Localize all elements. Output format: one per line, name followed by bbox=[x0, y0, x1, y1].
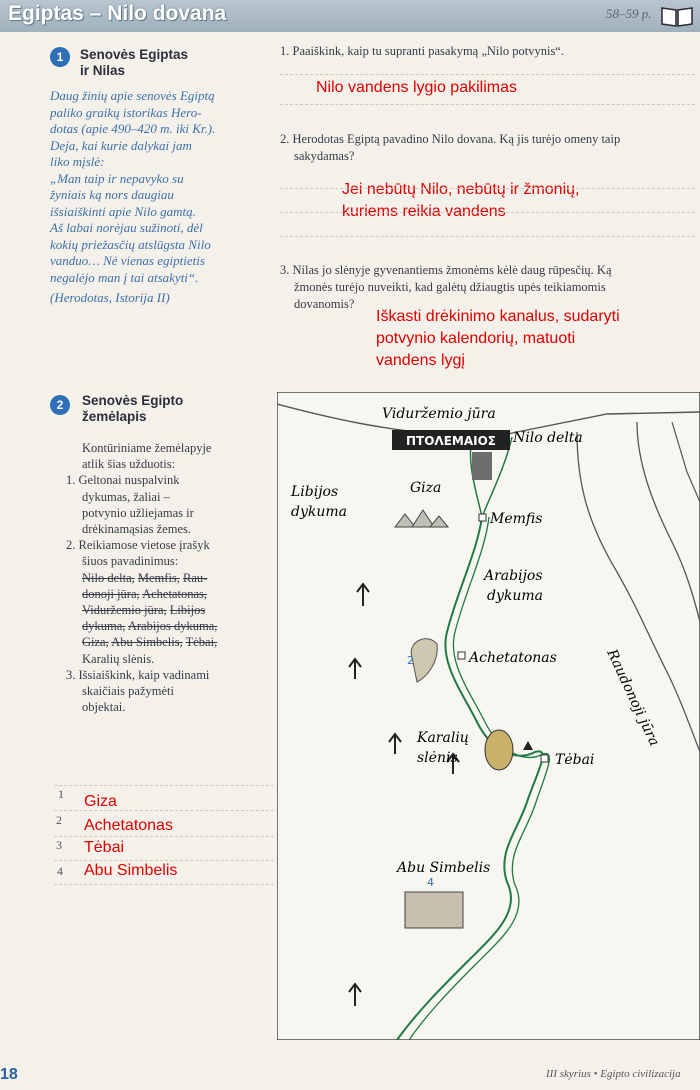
place-names-line-4: dykuma, Arabijos dykuma, bbox=[82, 619, 218, 634]
label-raudonoji-jura: Raudonoji jūra bbox=[603, 646, 663, 749]
section-2-number: 2 bbox=[50, 395, 70, 415]
label-libijos-dykuma: dykuma bbox=[291, 504, 347, 520]
answer-2: Jei nebūtų Nilo, nebūtų ir žmonių, kuriems reikia vandens bbox=[342, 181, 580, 220]
page-number: 18 bbox=[0, 1066, 18, 1083]
page-title: Egiptas – Nilo dovana bbox=[8, 2, 227, 25]
section-1-title: Senovės Egiptas ir Nilas bbox=[80, 47, 189, 78]
quote-source: (Herodotas, Istorija II) bbox=[50, 290, 170, 305]
city-marker-tebai bbox=[541, 755, 548, 762]
answer-number: 1 bbox=[58, 787, 64, 801]
city-marker-memfis bbox=[479, 514, 486, 521]
label-arabijos: Arabijos bbox=[484, 568, 543, 584]
section-1-number: 1 bbox=[50, 47, 70, 67]
abu-simbel-temple-icon bbox=[405, 892, 463, 928]
answer-line bbox=[54, 785, 274, 786]
section-2-tasks: Kontūriniame žemėlapyje atlik šias užduotis: 1. Geltonai nuspalvink dykumas, žaliai – potvynio užliejamas ir drėkinamąsias žemes. 2. Reikiamose vietose įrašyk šiuos pavadinimus: Nilo delta, Memfis, Rau- donoji jūra, Achetatonas, Viduržemio jūra, Libijos dykuma, Arabijos dykuma, Giza, Abu Simbelis, Tėbai, Karalių slėnis. 3. Išsiaiškink, kaip vadinami skaičiais pažymėti objektai. bbox=[66, 440, 266, 715]
ptolemaios-label: ΠΤΟΛΕΜΑΙΟΣ bbox=[405, 434, 497, 448]
answer-line bbox=[280, 188, 695, 189]
answer-line bbox=[280, 212, 695, 213]
question-1: 1. Paaiškink, kaip tu supranti pasakymą „Nilo potvynis“. bbox=[280, 44, 564, 58]
label-abu-simbelis: Abu Simbelis bbox=[397, 860, 491, 876]
question-3: 3. Nilas jo slėnyje gyvenantiems žmonėms kėlė daug rūpesčių. Ką žmonės turėjo nuveikti, kad galėtų džiaugtis upės teikiamomis dovanomis? bbox=[280, 263, 612, 311]
marker-2: 2 bbox=[407, 654, 414, 667]
label-viduzemio-jura: Viduržemio jūra bbox=[382, 406, 496, 422]
city-marker-achetatonas bbox=[458, 652, 465, 659]
answer-item-2: Achetatonas bbox=[84, 817, 173, 834]
answer-line bbox=[280, 236, 695, 237]
answer-3: Iškasti drėkinimo kanalus, sudaryti potvynio kalendorių, matuoti vandens lygį bbox=[376, 308, 620, 369]
question-2: 2. Herodotas Egiptą pavadino Nilo dovana. Ką jis turėjo omeny taip sakydamas? bbox=[280, 132, 621, 163]
page-reference: 58–59 p. bbox=[606, 6, 652, 21]
answer-number: 4 bbox=[57, 864, 63, 878]
tutankhamun-mask-icon bbox=[485, 730, 513, 770]
answer-line bbox=[280, 74, 695, 75]
label-slenis: slėnis bbox=[417, 750, 458, 766]
section-1-intro: Daug žinių apie senovės Egiptą paliko graikų istorikas Hero- dotas (apie 490–420 m. iki Kr.). Deja, kai kurie dalykai jam liko mįslė: „Man taip ir nepavyko su žyniais ką nors daugiau išsiaiškinti apie Nilo gamtą. Aš labai norėjau sužinoti, dėl kokių priežasčių atslūgsta Nilo vanduo… Nė vienas egiptietis negalėjo man į tai atsakyti“. (Herodotas, Istorija II) bbox=[50, 88, 255, 307]
label-tebai: Tėbai bbox=[555, 752, 595, 768]
label-karaliu: Karalių bbox=[417, 730, 469, 746]
label-nilo-delta: Nilo delta bbox=[513, 430, 583, 446]
egypt-map bbox=[277, 392, 700, 1040]
label-giza: Giza bbox=[410, 480, 442, 496]
answer-item-3: Tėbai bbox=[84, 839, 125, 856]
label-achetatonas: Achetatonas bbox=[469, 650, 557, 666]
answer-number: 3 bbox=[56, 838, 62, 852]
answer-item-1: Giza bbox=[84, 793, 117, 810]
answer-line bbox=[54, 810, 274, 811]
label-arabijos-dykuma: dykuma bbox=[487, 588, 543, 604]
place-names-line-3: Viduržemio jūra, Libijos bbox=[82, 603, 206, 618]
marker-4: 4 bbox=[427, 876, 434, 889]
lighthouse-icon bbox=[472, 452, 492, 480]
place-names-line-1: Nilo delta, Memfis, Rau- bbox=[82, 570, 208, 585]
footer-chapter: III skyrius • Egipto civilizacija bbox=[546, 1068, 681, 1080]
label-libijos: Libijos bbox=[291, 484, 339, 500]
book-icon bbox=[660, 4, 694, 28]
answer-1: Nilo vandens lygio pakilimas bbox=[316, 79, 517, 96]
answer-line bbox=[54, 884, 274, 885]
place-names-line-5: Giza, Abu Simbelis, Tėbai, bbox=[82, 635, 218, 650]
answer-number: 2 bbox=[56, 813, 62, 827]
answer-item-4: Abu Simbelis bbox=[84, 862, 178, 879]
place-names-line-2: donoji jūra, Achetatonas, bbox=[82, 586, 207, 601]
label-memfis: Memfis bbox=[490, 511, 543, 527]
section-2-title: Senovės Egipto žemėlapis bbox=[82, 393, 184, 424]
answer-line bbox=[280, 104, 695, 105]
